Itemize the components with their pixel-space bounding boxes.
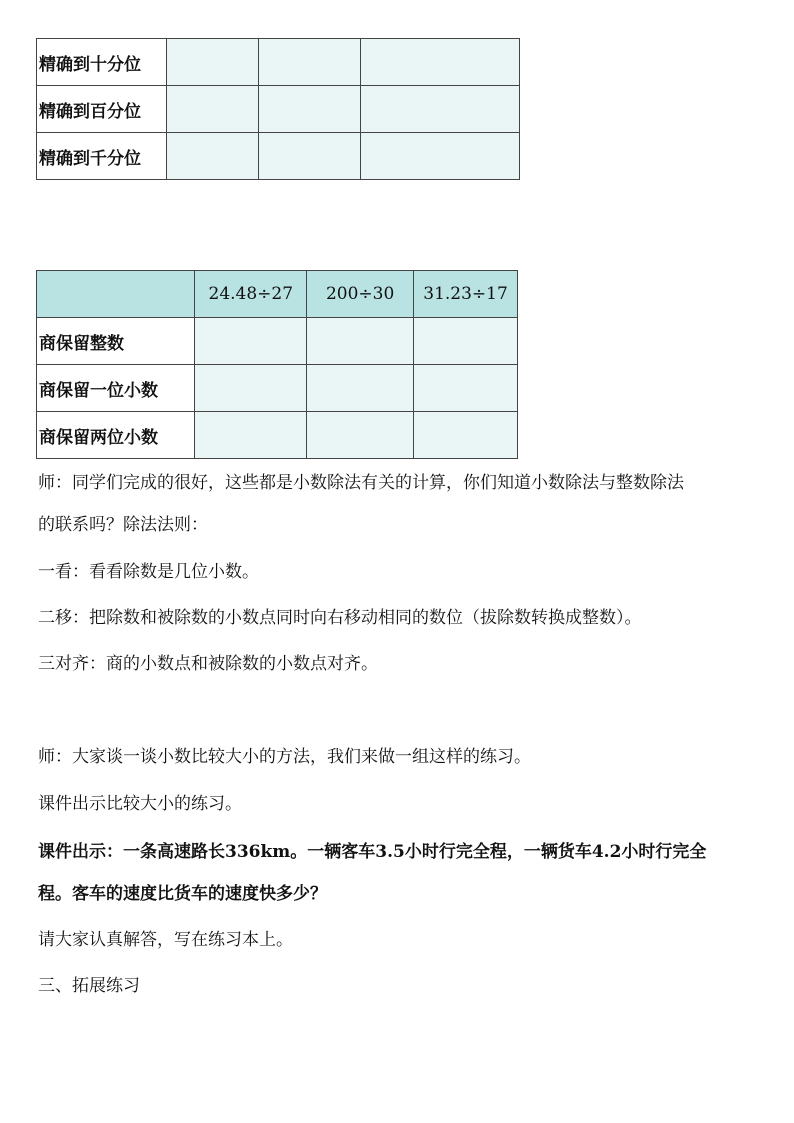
table-row (37, 39, 520, 86)
answer-cell (414, 318, 518, 365)
division-table (36, 270, 518, 459)
table-row (37, 133, 520, 180)
answer-cell (166, 39, 258, 86)
table-row (37, 86, 520, 133)
answer-cell (307, 318, 414, 365)
answer-cell (258, 39, 361, 86)
row-label: 精确到千分位 (37, 133, 167, 180)
word-problem-line2: 程。客车的速度比货车的速度快多少？ (38, 884, 327, 904)
table-row (37, 318, 518, 365)
answer-cell (258, 133, 361, 180)
answer-instruction: 请大家认真解答，写在练习本上。 (38, 930, 293, 950)
answer-cell (195, 412, 307, 459)
answer-cell (307, 365, 414, 412)
row-label: 商保留整数 (37, 318, 195, 365)
answer-cell (195, 318, 307, 365)
rule-step-one: 一看：看看除数是几位小数。 (38, 562, 259, 582)
rule-step-two: 二移：把除数和被除数的小数点同时向右移动相同的数位（拔除数转换成整数）。 (38, 608, 642, 628)
answer-cell (361, 39, 520, 86)
answer-cell (258, 86, 361, 133)
header-cell: 200÷30 (307, 271, 414, 318)
header-cell (37, 271, 195, 318)
answer-cell (166, 133, 258, 180)
teacher-question-line1: 师：同学们完成的很好，这些都是小数除法有关的计算，你们知道小数除法与整数除法 (38, 473, 684, 493)
answer-cell (195, 365, 307, 412)
header-cell: 24.48÷27 (195, 271, 307, 318)
section-heading-extension: 三、拓展练习 (38, 976, 140, 996)
answer-cell (361, 133, 520, 180)
answer-cell (307, 412, 414, 459)
row-label: 商保留一位小数 (37, 365, 195, 412)
answer-cell (414, 412, 518, 459)
answer-cell (361, 86, 520, 133)
answer-cell (166, 86, 258, 133)
word-problem-line1: 课件出示：一条高速路长336km。一辆客车3.5小时行完全程，一辆货车4.2小时行完全 (38, 842, 707, 862)
table-header-row (37, 271, 518, 318)
answer-cell (414, 365, 518, 412)
courseware-note: 课件出示比较大小的练习。 (38, 794, 242, 814)
row-label: 精确到百分位 (37, 86, 167, 133)
row-label: 精确到十分位 (37, 39, 167, 86)
teacher-question-line2: 的联系吗？除法法则： (38, 515, 208, 535)
rule-step-three: 三对齐：商的小数点和被除数的小数点对齐。 (38, 654, 378, 674)
row-label: 商保留两位小数 (37, 412, 195, 459)
header-cell: 31.23÷17 (414, 271, 518, 318)
teacher-comparison-prompt: 师：大家谈一谈小数比较大小的方法，我们来做一组这样的练习。 (38, 747, 531, 767)
rounding-table (36, 38, 520, 180)
table-row (37, 365, 518, 412)
table-row (37, 412, 518, 459)
